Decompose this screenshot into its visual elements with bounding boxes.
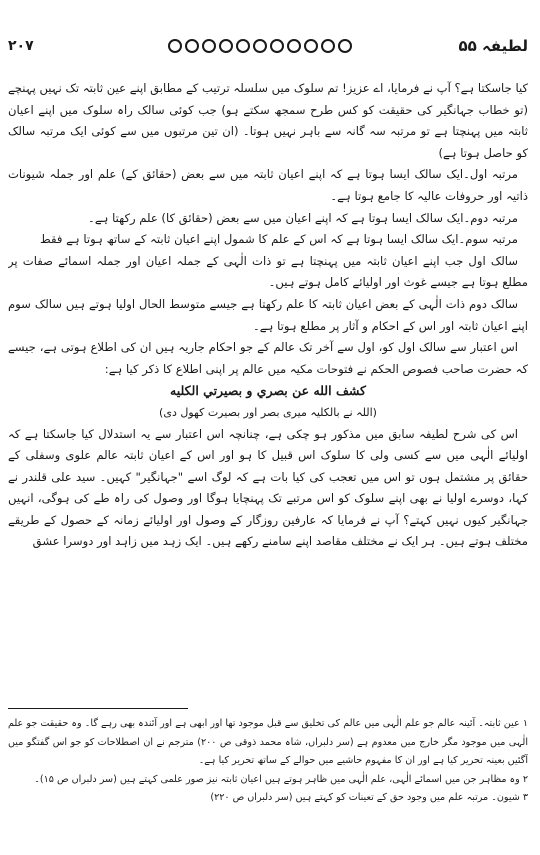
paragraph: کیا جاسکتا ہے؟ آپ نے فرمایا، اے عزیز! تم سلوک میں سلسلہ ترتیب کے مطابق اپنے عین ثابتہ تک نہیں پہنچے (تو خطاب جہانگیر کی حقیقت کو کس طرح سمجھ سکتے ہو) جب کوئی سالک راہ سلوک میں اپنے اعیان ثابتہ میں پہنچتا ہے تو مرتبہ سہ گانہ سے باہر نہیں ہوتا۔ (ان تین مرتبوں میں سے کوئی ایک مرتبہ سالک کو حاصل ہوتا ہے) — [8, 81, 528, 160]
page-number: ۲۰۷ — [8, 38, 34, 54]
chapter-title: لطیفہ ۵۵ — [458, 37, 528, 55]
footnote: ۲ وہ مظاہر جن میں اسمائے الٰہی، علم الٰہی میں ظاہر ہوتے ہیں اعیان ثابتہ نیز صور علمی کہتے ہیں (سر دلبراں ص ۱۵)۔ — [34, 773, 528, 785]
header-ornament — [168, 39, 352, 53]
footnote: ۱ عین ثابتہ۔ آئینہ عالم جو علم الٰہی میں عالم کی تخلیق سے قبل موجود تھا اور ابھی ہے اور آئندہ بھی رہے گا۔ وہ حقیقت جو علم الٰہی میں موجود مگر خارج میں معدوم ہے (سر دلبراں، شاہ محمد ذوقی ص ۲۰۰) مترجم نے ان اصطلاحات کو جو اس گفتگو میں آگئیں بعینہ تحریر کیا ہے اور ان کا مفہوم حاشیے میں حوالے کے ساتھ تحریر کیا ہے۔ — [8, 718, 528, 766]
footnotes — [8, 715, 528, 845]
paragraph: اس اعتبار سے سالک اول کو، اول سے آخر تک عالم کے جو احکام جاریہ ہیں ان کی اطلاع ہوتی ہے، جیسے کہ حضرت صاحب فصوص الحکم نے فتوحات مکیہ میں عالم پر اپنی اطلاع کا ذکر کیا ہے: — [8, 340, 528, 376]
paragraph: سالک اول جب اپنے اعیان ثابتہ میں پہنچتا ہے تو ذات الٰہی کے جملہ اعیان اور جملہ اسمائے صفات پر مطلع ہوتا ہے جیسے غوث اور اولیائے کامل ہوتے ہیں۔ — [8, 253, 528, 290]
footnote: ۳ شیون۔ مرتبہ علم میں وجود حق کے تعینات کو کہتے ہیں (سر دلبراں ص ۲۲۰) — [210, 792, 528, 803]
paragraph: سالک دوم ذات الٰہی کے بعض اعیان ثابتہ کا علم رکھتا ہے جیسے متوسط الحال اولیا ہوتے ہیں سالک سوم اپنے اعیان ثابتہ اور اس کے احکام و آثار پر مطلع ہوتا ہے۔ — [8, 296, 528, 333]
page-header — [8, 35, 528, 57]
quote-translation: (اللہ نے بالکلیہ میری بصر اور بصیرت کھول دی) — [159, 405, 377, 419]
paragraph: مرتبہ اول۔ایک سالک ایسا ہوتا ہے کہ اپنے اعیان ثابتہ میں سے بعض (حقائق کے) علم اور جملہ شیونات ذاتیہ اور حروفات عالیہ کا جامع ہوتا ہے۔ — [8, 167, 528, 203]
paragraph: اس کی شرح لطیفہ سابق میں مذکور ہو چکی ہے، چنانچہ اس اعتبار سے یہ استدلال کیا جاسکتا ہے کہ اولیائے الٰہی میں سے کسی ولی کا سلوک اس قبیل کا ہو اور اس کے اعیان ثابتہ عالم علوی وسفلی کے حقائق پر مشتمل ہوں تو اس میں تعجب کی کیا بات ہے کہ لوگ اسے "جہانگیر" کہیں۔ سید علی قلندر نے کہا، دوسرے اولیا نے بھی اپنے سلوک کو اس مرتبے تک پہنچایا ہوگا اور وصول کی راہ طے کی ہوگی، انہیں جہانگیر کیوں نہیں کہتے؟ آپ نے فرمایا کہ عارفین روزگار کے وصول اور اولیائے زمانہ کے حصول کے طریقے مختلف ہوتے ہیں۔ ہر ایک نے مختلف مقاصد اپنے سامنے رکھے ہیں۔ ایک زہد میں زاہد اور دوسرا عشق — [8, 426, 528, 549]
paragraph: مرتبہ سوم۔ایک سالک ایسا ہوتا ہے کہ اس کے علم کا شمول اپنے اعیان ثابتہ کے ساتھ ہوتا ہے فقط — [40, 232, 518, 247]
paragraph: مرتبہ دوم۔ایک سالک ایسا ہوتا ہے کہ اپنے اعیان میں سے بعض (حقائق کا) علم رکھتا ہے۔ — [88, 210, 518, 225]
arabic-quote: كشف الله عن بصري و بصيرتي الكليه — [170, 383, 366, 399]
footnote-divider — [8, 708, 188, 709]
body-text — [8, 78, 528, 600]
